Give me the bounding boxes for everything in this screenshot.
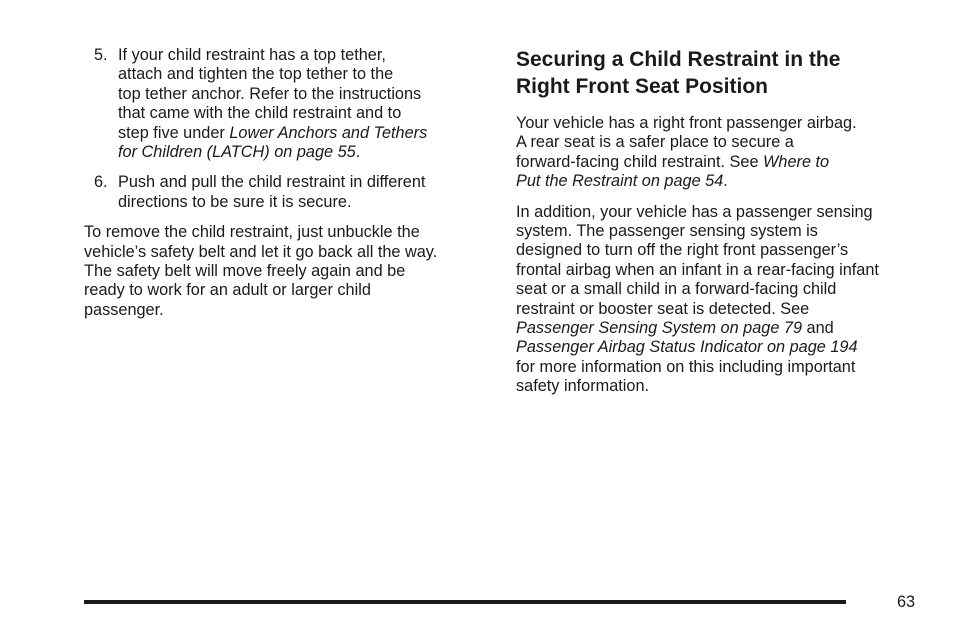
text-run: Securing a Child Restraint in the (516, 48, 841, 71)
text-run: attach and tighten the top tether to the (118, 65, 394, 84)
text-line (118, 193, 484, 212)
footer-rule (84, 600, 846, 604)
text-run: safety information. (516, 377, 650, 396)
text-run: ready to work for an adult or larger child (84, 281, 371, 300)
text-run: In addition, your vehicle has a passenger sensing (516, 202, 873, 221)
text-run: top tether anchor. Refer to the instructions (118, 84, 422, 103)
text-run: . (723, 172, 728, 191)
step-text (118, 173, 484, 212)
text-line (516, 280, 926, 299)
cross-reference: for Children (LATCH) on page 55 (118, 143, 356, 162)
cross-reference: Lower Anchors and Tethers (229, 123, 428, 142)
text-line (84, 262, 484, 281)
text-line (516, 300, 926, 319)
text-line (118, 143, 484, 162)
text-run: Push and pull the child restraint in different (118, 173, 426, 192)
page-number: 63 (897, 593, 916, 611)
step-6 (84, 173, 484, 212)
text-line (118, 104, 484, 123)
sensing-system-paragraph (516, 203, 926, 397)
text-run: . (355, 143, 361, 162)
text-line (118, 85, 484, 104)
cross-reference: Passenger Sensing System on page 79 (516, 319, 803, 338)
text-line (84, 281, 484, 300)
step-5 (84, 46, 484, 162)
text-run: step five under (118, 123, 230, 142)
section-heading (516, 46, 926, 100)
text-run: restraint or booster seat is detected. See (516, 299, 810, 318)
text-line (516, 153, 926, 172)
text-line (516, 73, 926, 100)
text-run: seat or a small child in a forward-facing child (516, 280, 837, 299)
text-run: A rear seat is a safer place to secure a (516, 133, 794, 152)
airbag-paragraph (516, 114, 926, 192)
text-run: Your vehicle has a right front passenger airbag. (516, 114, 857, 132)
text-line (118, 65, 484, 84)
text-run: directions to be sure it is secure. (118, 192, 352, 211)
text-line (84, 243, 484, 262)
text-line (118, 124, 484, 143)
text-run: forward-facing child restraint. See (516, 152, 764, 171)
text-line (516, 319, 926, 338)
text-line (118, 46, 484, 65)
text-run: Right Front Seat Position (516, 75, 768, 98)
text-line (516, 377, 926, 396)
text-line (516, 358, 926, 377)
step-text (118, 46, 484, 162)
left-column (84, 46, 484, 331)
text-line (516, 338, 926, 357)
step-number: 6. (94, 173, 108, 192)
text-run: and (802, 319, 834, 338)
text-line (118, 173, 484, 192)
text-line (516, 203, 926, 222)
text-run: frontal airbag when an infant in a rear-facing infant (516, 260, 879, 279)
text-run: The safety belt will move freely again and be (84, 262, 406, 281)
right-column (516, 46, 926, 408)
text-line (84, 301, 484, 320)
text-line (516, 222, 926, 241)
text-run: that came with the child restraint and to (118, 104, 402, 123)
cross-reference: Where to (763, 152, 830, 171)
text-run: If your child restraint has a top tether, (118, 46, 386, 64)
text-run: To remove the child restraint, just unbuckle the (84, 223, 420, 242)
text-line (516, 114, 926, 133)
cross-reference: Passenger Airbag Status Indicator on page 194 (516, 338, 858, 357)
text-run: designed to turn off the right front passenger’s (516, 241, 849, 260)
text-line (516, 172, 926, 191)
text-line (516, 133, 926, 152)
text-run: vehicle’s safety belt and let it go back all the way. (84, 242, 438, 261)
text-run: passenger. (84, 300, 164, 319)
step-number: 5. (94, 46, 108, 64)
cross-reference: Put the Restraint on page 54 (516, 172, 724, 191)
remove-restraint-paragraph (84, 223, 484, 320)
text-line (516, 261, 926, 280)
text-run: for more information on this including important (516, 357, 856, 376)
text-run: system. The passenger sensing system is (516, 222, 818, 241)
text-line (516, 241, 926, 260)
text-line (84, 223, 484, 242)
text-line (516, 46, 926, 73)
